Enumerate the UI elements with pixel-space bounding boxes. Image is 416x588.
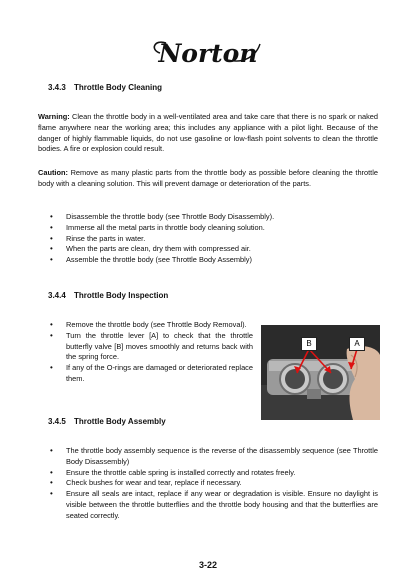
cleaning-steps-list xyxy=(38,212,378,266)
section-title: Throttle Body Cleaning xyxy=(74,83,162,92)
warning-text: Clean the throttle body in a well-ventilated area and take care that there is no spark or naked flame anywhere near the working area; this includes any appliance with a pilot light. Because of the danger of highly flammable liquids, do not use gasoline or low-flash point solvents to clean the throttle bodies. A fire or explosion could result. xyxy=(38,112,378,154)
section-number: 3.4.5 xyxy=(48,417,66,426)
norton-logo xyxy=(0,36,416,75)
section-title: Throttle Body Inspection xyxy=(74,291,169,300)
section-heading-inspection xyxy=(48,291,168,300)
inspection-steps-list xyxy=(38,320,253,385)
throttle-body-photo xyxy=(261,325,380,420)
list-item: • Ensure all seals are intact, replace if any wear or degradation is visible. Ensure no daylight is visible between the throttle butterflies and the throttle body housing and that the butterflies are seated correctly. xyxy=(38,489,378,521)
list-item: • If any of the O-rings are damaged or deteriorated replace them. xyxy=(38,363,253,385)
section-heading-cleaning xyxy=(48,83,162,92)
section-heading-assembly xyxy=(48,417,166,426)
list-item: • Disassemble the throttle body (see Throttle Body Disassembly). xyxy=(38,212,378,223)
warning-paragraph xyxy=(38,112,378,155)
list-item: • The throttle body assembly sequence is the reverse of the disassembly sequence (see Throttle Body Disassembly) xyxy=(38,446,378,468)
list-item: • When the parts are clean, dry them with compressed air. xyxy=(38,244,378,255)
section-title: Throttle Body Assembly xyxy=(74,417,166,426)
caution-text: Remove as many plastic parts from the throttle body as possible before cleaning the throttle body with a cleaning solution. This will prevent damage or deterioration of the parts. xyxy=(38,168,378,188)
section-number: 3.4.3 xyxy=(48,83,66,92)
list-item: • Immerse all the metal parts in throttle body cleaning solution. xyxy=(38,223,378,234)
norton-logo-text: Norton xyxy=(158,39,258,68)
list-item: • Assemble the throttle body (see Throttle Body Assembly) xyxy=(38,255,378,266)
photo-label-a: A xyxy=(349,337,365,351)
warning-label: Warning: xyxy=(38,112,70,121)
section-number: 3.4.4 xyxy=(48,291,66,300)
caution-label: Caution: xyxy=(38,168,68,177)
caution-paragraph xyxy=(38,168,378,190)
page-number: 3-22 xyxy=(198,560,217,570)
list-item: • Remove the throttle body (see Throttle Body Removal). xyxy=(38,320,253,331)
list-item: • Ensure the throttle cable spring is installed correctly and rotates freely. xyxy=(38,468,378,479)
list-item: • Check bushes for wear and tear, replace if necessary. xyxy=(38,478,378,489)
assembly-steps-list xyxy=(38,446,378,522)
list-item: • Rinse the parts in water. xyxy=(38,234,378,245)
photo-label-b: B xyxy=(301,337,317,351)
list-item: • Turn the throttle lever [A] to check that the throttle butterfly valve [B] moves smoothly and returns back with the spring force. xyxy=(38,331,253,363)
